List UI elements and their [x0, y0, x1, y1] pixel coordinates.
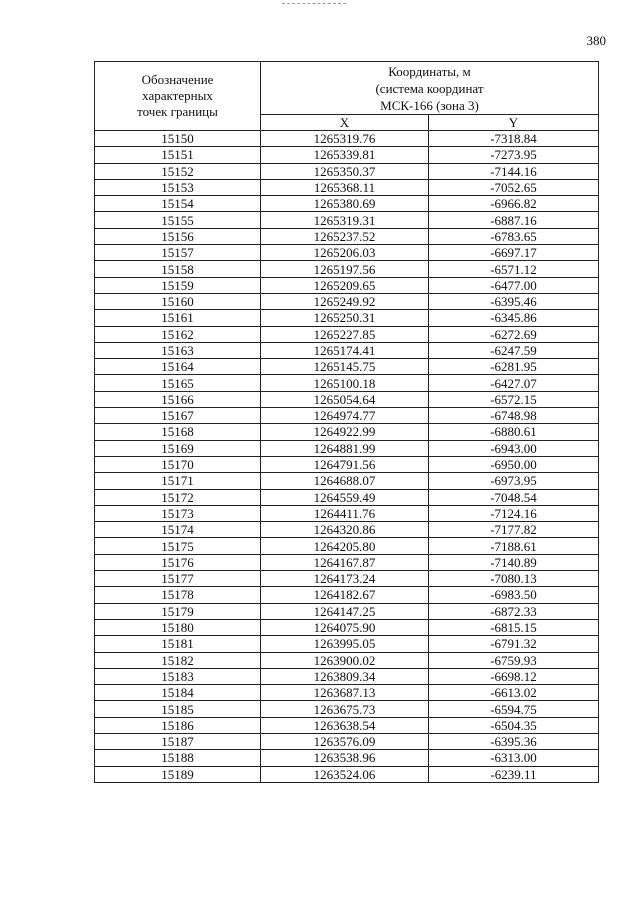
y-coordinate-cell: -6247.59	[429, 342, 599, 358]
y-coordinate-cell: -6966.82	[429, 196, 599, 212]
y-coordinate-cell: -6943.00	[429, 440, 599, 456]
table-row	[95, 538, 599, 554]
point-id-cell: 15165	[95, 375, 261, 391]
table-row	[95, 652, 599, 668]
table-header-row	[95, 62, 599, 115]
point-id-cell: 15161	[95, 310, 261, 326]
table-row	[95, 603, 599, 619]
x-coordinate-cell: 1265249.92	[261, 293, 429, 309]
x-coordinate-cell: 1263995.05	[261, 636, 429, 652]
point-id-cell: 15150	[95, 131, 261, 147]
table-row	[95, 668, 599, 684]
point-id-cell: 15164	[95, 359, 261, 375]
table-body	[95, 131, 599, 783]
point-id-cell: 15182	[95, 652, 261, 668]
y-coordinate-cell: -6281.95	[429, 359, 599, 375]
y-coordinate-cell: -6313.00	[429, 750, 599, 766]
table-row	[95, 245, 599, 261]
x-coordinate-cell: 1265380.69	[261, 196, 429, 212]
table-row	[95, 293, 599, 309]
x-coordinate-cell: 1264688.07	[261, 473, 429, 489]
x-coordinate-cell: 1263524.06	[261, 766, 429, 782]
y-coordinate-cell: -6973.95	[429, 473, 599, 489]
y-coordinate-cell: -6880.61	[429, 424, 599, 440]
x-coordinate-cell: 1265237.52	[261, 228, 429, 244]
table-row	[95, 179, 599, 195]
point-id-cell: 15151	[95, 147, 261, 163]
table-row	[95, 391, 599, 407]
x-coordinate-cell: 1264411.76	[261, 505, 429, 521]
x-coordinate-cell: 1265319.31	[261, 212, 429, 228]
coordinates-table	[94, 61, 599, 783]
y-coordinate-cell: -6395.36	[429, 733, 599, 749]
x-coordinate-cell: 1264147.25	[261, 603, 429, 619]
y-coordinate-cell: -6791.32	[429, 636, 599, 652]
y-coordinate-cell: -6698.12	[429, 668, 599, 684]
point-id-cell: 15159	[95, 277, 261, 293]
x-coordinate-cell: 1265350.37	[261, 163, 429, 179]
point-id-cell: 15166	[95, 391, 261, 407]
table-row	[95, 456, 599, 472]
point-id-cell: 15184	[95, 685, 261, 701]
table-row	[95, 261, 599, 277]
page-number: 380	[586, 33, 606, 48]
y-coordinate-cell: -6239.11	[429, 766, 599, 782]
x-coordinate-cell: 1263576.09	[261, 733, 429, 749]
table-row	[95, 147, 599, 163]
y-coordinate-cell: -7124.16	[429, 505, 599, 521]
x-coordinate-cell: 1264173.24	[261, 571, 429, 587]
y-coordinate-cell: -6427.07	[429, 375, 599, 391]
x-coordinate-cell: 1263809.34	[261, 668, 429, 684]
header-coordinates-line: Координаты, м	[388, 63, 471, 79]
point-id-cell: 15155	[95, 212, 261, 228]
y-coordinate-cell: -6815.15	[429, 619, 599, 635]
y-coordinate-cell: -7140.89	[429, 554, 599, 570]
point-id-cell: 15186	[95, 717, 261, 733]
y-coordinate-cell: -6613.02	[429, 685, 599, 701]
table-row	[95, 717, 599, 733]
y-coordinate-cell: -6395.46	[429, 293, 599, 309]
table-row	[95, 685, 599, 701]
table-row	[95, 522, 599, 538]
y-coordinate-cell: -6872.33	[429, 603, 599, 619]
x-coordinate-cell: 1264881.99	[261, 440, 429, 456]
x-coordinate-cell: 1265206.03	[261, 245, 429, 261]
table-row	[95, 750, 599, 766]
point-id-cell: 15174	[95, 522, 261, 538]
table-row	[95, 701, 599, 717]
point-id-cell: 15177	[95, 571, 261, 587]
x-coordinate-cell: 1265250.31	[261, 310, 429, 326]
header-x: X	[261, 115, 429, 131]
point-id-cell: 15157	[95, 245, 261, 261]
point-id-cell: 15169	[95, 440, 261, 456]
y-coordinate-cell: -7144.16	[429, 163, 599, 179]
point-id-cell: 15180	[95, 619, 261, 635]
x-coordinate-cell: 1263687.13	[261, 685, 429, 701]
table-row	[95, 571, 599, 587]
table-row	[95, 619, 599, 635]
x-coordinate-cell: 1265227.85	[261, 326, 429, 342]
point-id-cell: 15170	[95, 456, 261, 472]
table-row	[95, 440, 599, 456]
x-coordinate-cell: 1265145.75	[261, 359, 429, 375]
point-id-cell: 15153	[95, 179, 261, 195]
y-coordinate-cell: -6983.50	[429, 587, 599, 603]
y-coordinate-cell: -7318.84	[429, 131, 599, 147]
y-coordinate-cell: -6759.93	[429, 652, 599, 668]
point-id-cell: 15175	[95, 538, 261, 554]
table-row	[95, 375, 599, 391]
table-row	[95, 131, 599, 147]
x-coordinate-cell: 1265209.65	[261, 277, 429, 293]
table-row	[95, 636, 599, 652]
x-coordinate-cell: 1263638.54	[261, 717, 429, 733]
table-row	[95, 733, 599, 749]
point-id-cell: 15156	[95, 228, 261, 244]
table-row	[95, 408, 599, 424]
header-point-designation	[95, 62, 261, 131]
x-coordinate-cell: 1264791.56	[261, 456, 429, 472]
table-row	[95, 505, 599, 521]
point-id-cell: 15176	[95, 554, 261, 570]
x-coordinate-cell: 1265339.81	[261, 147, 429, 163]
point-id-cell: 15168	[95, 424, 261, 440]
table-row	[95, 359, 599, 375]
point-id-cell: 15188	[95, 750, 261, 766]
y-coordinate-cell: -7177.82	[429, 522, 599, 538]
y-coordinate-cell: -6748.98	[429, 408, 599, 424]
header-point-designation-line: Обозначение	[141, 72, 214, 87]
x-coordinate-cell: 1265100.18	[261, 375, 429, 391]
point-id-cell: 15179	[95, 603, 261, 619]
table-row	[95, 196, 599, 212]
table-row	[95, 342, 599, 358]
y-coordinate-cell: -6504.35	[429, 717, 599, 733]
table-row	[95, 473, 599, 489]
table-row	[95, 326, 599, 342]
header-point-designation-line: точек границы	[137, 104, 218, 119]
point-id-cell: 15173	[95, 505, 261, 521]
y-coordinate-cell: -7048.54	[429, 489, 599, 505]
point-id-cell: 15163	[95, 342, 261, 358]
x-coordinate-cell: 1263675.73	[261, 701, 429, 717]
table-row	[95, 424, 599, 440]
x-coordinate-cell: 1265319.76	[261, 131, 429, 147]
y-coordinate-cell: -6571.12	[429, 261, 599, 277]
x-coordinate-cell: 1263538.96	[261, 750, 429, 766]
y-coordinate-cell: -6594.75	[429, 701, 599, 717]
y-coordinate-cell: -6950.00	[429, 456, 599, 472]
table-row	[95, 277, 599, 293]
scan-artifact-line	[282, 3, 346, 5]
y-coordinate-cell: -6345.86	[429, 310, 599, 326]
y-coordinate-cell: -7273.95	[429, 147, 599, 163]
point-id-cell: 15171	[95, 473, 261, 489]
point-id-cell: 15152	[95, 163, 261, 179]
point-id-cell: 15160	[95, 293, 261, 309]
y-coordinate-cell: -7080.13	[429, 571, 599, 587]
x-coordinate-cell: 1264974.77	[261, 408, 429, 424]
table-row	[95, 212, 599, 228]
y-coordinate-cell: -6572.15	[429, 391, 599, 407]
y-coordinate-cell: -7052.65	[429, 179, 599, 195]
x-coordinate-cell: 1264922.99	[261, 424, 429, 440]
x-coordinate-cell: 1265054.64	[261, 391, 429, 407]
header-y: Y	[429, 115, 599, 131]
y-coordinate-cell: -7188.61	[429, 538, 599, 554]
point-id-cell: 15185	[95, 701, 261, 717]
point-id-cell: 15162	[95, 326, 261, 342]
x-coordinate-cell: 1264182.67	[261, 587, 429, 603]
x-coordinate-cell: 1264559.49	[261, 489, 429, 505]
point-id-cell: 15158	[95, 261, 261, 277]
header-coordinates	[261, 62, 599, 115]
table-row	[95, 310, 599, 326]
table-row	[95, 228, 599, 244]
header-coordinates-line: (система координат	[375, 80, 484, 96]
y-coordinate-cell: -6783.65	[429, 228, 599, 244]
header-point-designation-line: характерных	[142, 88, 213, 103]
y-coordinate-cell: -6697.17	[429, 245, 599, 261]
point-id-cell: 15183	[95, 668, 261, 684]
table-row	[95, 587, 599, 603]
point-id-cell: 15187	[95, 733, 261, 749]
table-row	[95, 489, 599, 505]
table-row	[95, 163, 599, 179]
point-id-cell: 15172	[95, 489, 261, 505]
x-coordinate-cell: 1263900.02	[261, 652, 429, 668]
y-coordinate-cell: -6272.69	[429, 326, 599, 342]
point-id-cell: 15167	[95, 408, 261, 424]
x-coordinate-cell: 1265174.41	[261, 342, 429, 358]
point-id-cell: 15181	[95, 636, 261, 652]
y-coordinate-cell: -6477.00	[429, 277, 599, 293]
x-coordinate-cell: 1265197.56	[261, 261, 429, 277]
x-coordinate-cell: 1264167.87	[261, 554, 429, 570]
table-row	[95, 766, 599, 782]
table-row	[95, 554, 599, 570]
point-id-cell: 15154	[95, 196, 261, 212]
x-coordinate-cell: 1264320.86	[261, 522, 429, 538]
x-coordinate-cell: 1265368.11	[261, 179, 429, 195]
point-id-cell: 15178	[95, 587, 261, 603]
header-coordinates-line: МСК-166 (зона 3)	[380, 97, 479, 113]
x-coordinate-cell: 1264075.90	[261, 619, 429, 635]
x-coordinate-cell: 1264205.80	[261, 538, 429, 554]
y-coordinate-cell: -6887.16	[429, 212, 599, 228]
point-id-cell: 15189	[95, 766, 261, 782]
